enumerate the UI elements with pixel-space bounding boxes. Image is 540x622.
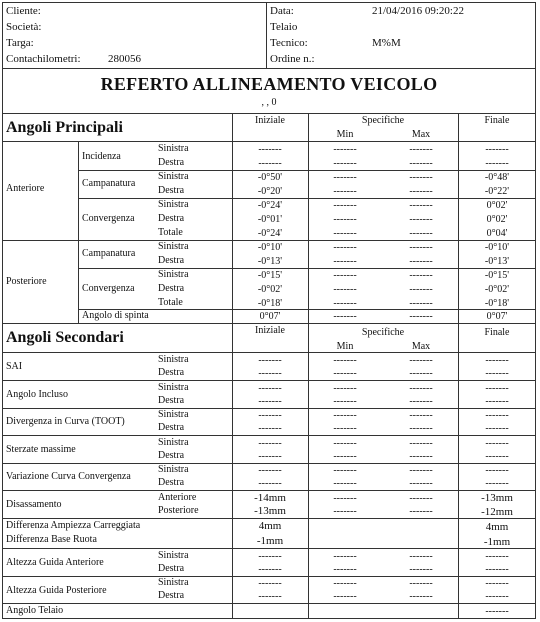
- convergenza-ant-tot-finale: 0°04': [486, 228, 508, 239]
- campanatura-ant-label: Campanatura: [82, 178, 136, 189]
- sec-line-9: [2, 603, 536, 604]
- tecnico-label: Tecnico:: [270, 37, 308, 49]
- altezza-ant-dx: Destra: [158, 563, 185, 574]
- data-label: Data:: [270, 5, 294, 17]
- variazione-label: Variazione Curva Convergenza: [6, 471, 131, 482]
- campanatura-post-label: Campanatura: [82, 248, 136, 259]
- altezza-ant-label: Altezza Guida Anteriore: [6, 557, 104, 568]
- campanatura-post-sx-finale: -0°10': [484, 242, 510, 253]
- sec-line-7: [2, 548, 536, 549]
- altezza-post-sx-max: -------: [409, 578, 433, 589]
- altezza-ant-sx-finale: -------: [485, 551, 509, 562]
- altezza-ant-dx-max: -------: [409, 564, 433, 575]
- campanatura-post-sx-max: -------: [409, 242, 433, 253]
- secondari-heading: Angoli Secondari: [6, 329, 124, 346]
- sec-line-3: [2, 435, 536, 436]
- incluso-dx-min: -------: [333, 396, 357, 407]
- convergenza-ant-dx-finale: 0°02': [486, 214, 508, 225]
- incluso-sx: Sinistra: [158, 382, 189, 393]
- convergenza-post-dx: Destra: [158, 283, 185, 294]
- sec-line-5: [2, 490, 536, 491]
- altezza-post-sx-finale: -------: [485, 578, 509, 589]
- sai-dx-finale: -------: [485, 368, 509, 379]
- campanatura-ant-sx-iniziale: -0°50': [257, 172, 283, 183]
- altezza-post-sx-min: -------: [333, 578, 357, 589]
- altezza-ant-sx: Sinistra: [158, 550, 189, 561]
- campanatura-post-sx: Sinistra: [158, 241, 189, 252]
- principali-top-line: [2, 113, 536, 114]
- variazione-dx-iniziale: -------: [258, 478, 282, 489]
- convergenza-ant-tot-max: -------: [409, 228, 433, 239]
- col-min-header: Min: [336, 129, 354, 140]
- header-divider: [266, 2, 267, 68]
- report-subtitle: , , 0: [261, 97, 277, 108]
- altezza-post-dx-min: -------: [333, 591, 357, 602]
- convergenza-ant-tot-min: -------: [333, 228, 357, 239]
- angolo-telaio-label: Angolo Telaio: [6, 605, 64, 616]
- campanatura-ant-sx: Sinistra: [158, 171, 189, 182]
- altezza-ant-sx-iniziale: -------: [258, 551, 282, 562]
- convergenza-ant-dx-iniziale: -0°01': [257, 214, 283, 225]
- angolo-incluso-label: Angolo Incluso: [6, 389, 68, 400]
- convergenza-ant-label: Convergenza: [82, 213, 135, 224]
- angolo-spinta-label: Angolo di spinta: [82, 310, 149, 321]
- incluso-sx-iniziale: -------: [258, 383, 282, 394]
- disassamento-ant-iniziale: -14mm: [254, 492, 286, 504]
- sterzate-dx-iniziale: -------: [258, 451, 282, 462]
- angolo-spinta-max: -------: [409, 311, 433, 322]
- variazione-dx-min: -------: [333, 478, 357, 489]
- diff-carreggiata-iniziale: 4mm: [258, 520, 282, 532]
- sterzate-dx-max: -------: [409, 451, 433, 462]
- variazione-dx-max: -------: [409, 478, 433, 489]
- sec-col-iniziale-header: Iniziale: [255, 325, 285, 336]
- sai-dx-min: -------: [333, 368, 357, 379]
- data-value: 21/04/2016 09:20:22: [372, 5, 464, 17]
- convergenza-ant-sx-finale: 0°02': [486, 200, 508, 211]
- convergenza-post-tot-iniziale: -0°18': [257, 298, 283, 309]
- campanatura-post-dx-finale: -0°13': [484, 256, 510, 267]
- principali-bottom-line: [2, 323, 536, 324]
- incidenza-dx-finale: -------: [485, 158, 509, 169]
- col-specifiche-header: Specifiche: [361, 115, 405, 126]
- incluso-sx-min: -------: [333, 383, 357, 394]
- campanatura-post-sx-min: -------: [333, 242, 357, 253]
- campanatura-post-dx-max: -------: [409, 256, 433, 267]
- incidenza-sx-finale: -------: [485, 144, 509, 155]
- angolo-telaio-finale: -------: [485, 606, 509, 617]
- altezza-post-dx: Destra: [158, 590, 185, 601]
- campanatura-post-dx: Destra: [158, 255, 185, 266]
- diff-carreggiata-label: Differenza Ampiezza Carreggiata: [6, 520, 141, 531]
- sec-col-max-header: Max: [411, 341, 431, 352]
- sai-sx: Sinistra: [158, 354, 189, 365]
- header-bottom-line: [2, 68, 536, 69]
- incidenza-bottom-line: [78, 170, 536, 171]
- sai-dx-max: -------: [409, 368, 433, 379]
- campanatura-ant-dx-iniziale: -0°20': [257, 186, 283, 197]
- convergenza-post-sx: Sinistra: [158, 269, 189, 280]
- sterzate-sx: Sinistra: [158, 437, 189, 448]
- incidenza-dx-iniziale: -------: [258, 158, 282, 169]
- sterzate-sx-finale: -------: [485, 438, 509, 449]
- toot-sx-finale: -------: [485, 410, 509, 421]
- sai-sx-iniziale: -------: [258, 355, 282, 366]
- convergenza-ant-totale: Totale: [158, 227, 183, 238]
- contachilometri-value: 280056: [108, 53, 141, 65]
- convergenza-post-tot-max: -------: [409, 298, 433, 309]
- convergenza-post-label: Convergenza: [82, 283, 135, 294]
- convergenza-post-sx-finale: -0°15': [484, 270, 510, 281]
- principali-heading: Angoli Principali: [6, 119, 123, 136]
- incluso-dx: Destra: [158, 395, 185, 406]
- sec-col-finale-header: Finale: [484, 327, 510, 338]
- sai-label: SAI: [6, 361, 23, 372]
- convergenza-post-dx-finale: -0°02': [484, 284, 510, 295]
- sterzate-label: Sterzate massime: [6, 444, 76, 455]
- angolo-spinta-finale: 0°07': [486, 311, 508, 322]
- diff-base-iniziale: -1mm: [256, 535, 284, 547]
- variazione-dx: Destra: [158, 477, 185, 488]
- convergenza-ant-dx-max: -------: [409, 214, 433, 225]
- posteriore-label: Posteriore: [6, 276, 47, 287]
- convergenza-post-sx-min: -------: [333, 270, 357, 281]
- campanatura-ant-dx-min: -------: [333, 186, 357, 197]
- incidenza-dx: Destra: [158, 157, 185, 168]
- sterzate-dx-finale: -------: [485, 451, 509, 462]
- altezza-post-sx-iniziale: -------: [258, 578, 282, 589]
- variazione-sx: Sinistra: [158, 464, 189, 475]
- col-max-header: Max: [411, 129, 431, 140]
- disassamento-post-iniziale: -13mm: [254, 505, 286, 517]
- altezza-post-dx-max: -------: [409, 591, 433, 602]
- report-title: REFERTO ALLINEAMENTO VEICOLO: [100, 74, 438, 94]
- campanatura-ant-dx-max: -------: [409, 186, 433, 197]
- campanatura-post-sx-iniziale: -0°10': [257, 242, 283, 253]
- incidenza-dx-max: -------: [409, 158, 433, 169]
- col-divider-iniziale: [232, 113, 233, 619]
- sai-sx-finale: -------: [485, 355, 509, 366]
- convergenza-ant-sx: Sinistra: [158, 199, 189, 210]
- convergenza-ant-dx-min: -------: [333, 214, 357, 225]
- diff-base-finale: -1mm: [483, 536, 511, 548]
- incidenza-sx-iniziale: -------: [258, 144, 282, 155]
- toot-sx-max: -------: [409, 410, 433, 421]
- variazione-sx-max: -------: [409, 465, 433, 476]
- anteriore-label: Anteriore: [6, 183, 45, 194]
- disassamento-ant-min: -------: [333, 493, 357, 504]
- altezza-ant-sx-max: -------: [409, 551, 433, 562]
- incidenza-sx-max: -------: [409, 144, 433, 155]
- angolo-spinta-iniziale: 0°07': [259, 311, 281, 322]
- col-finale-header: Finale: [484, 115, 510, 126]
- incluso-dx-iniziale: -------: [258, 396, 282, 407]
- sai-sx-max: -------: [409, 355, 433, 366]
- incluso-sx-max: -------: [409, 383, 433, 394]
- altezza-post-dx-finale: -------: [485, 591, 509, 602]
- tecnico-value: M%M: [372, 37, 401, 49]
- convergenza-post-tot-finale: -0°18': [484, 298, 510, 309]
- campanatura-ant-sx-min: -------: [333, 172, 357, 183]
- campanatura-post-dx-min: -------: [333, 256, 357, 267]
- disassamento-label: Disassamento: [6, 499, 62, 510]
- incluso-dx-finale: -------: [485, 396, 509, 407]
- campanatura-ant-dx-finale: -0°22': [484, 186, 510, 197]
- disassamento-post-finale: -12mm: [481, 506, 513, 518]
- altezza-ant-dx-iniziale: -------: [258, 564, 282, 575]
- sec-line-1: [2, 380, 536, 381]
- convergenza-post-totale: Totale: [158, 297, 183, 308]
- campanatura-ant-sx-max: -------: [409, 172, 433, 183]
- convergenza-post-dx-min: -------: [333, 284, 357, 295]
- convergenza-post-dx-max: -------: [409, 284, 433, 295]
- sec-line-6: [2, 518, 536, 519]
- sec-col-min-header: Min: [336, 341, 354, 352]
- campanatura-post-dx-iniziale: -0°13': [257, 256, 283, 267]
- campanatura-ant-sx-finale: -0°48': [484, 172, 510, 183]
- sterzate-sx-iniziale: -------: [258, 438, 282, 449]
- sai-dx: Destra: [158, 367, 185, 378]
- anteriore-bottom-line: [2, 240, 536, 241]
- sterzate-dx: Destra: [158, 450, 185, 461]
- altezza-ant-dx-finale: -------: [485, 564, 509, 575]
- incidenza-label: Incidenza: [82, 151, 121, 162]
- toot-dx-max: -------: [409, 423, 433, 434]
- variazione-sx-iniziale: -------: [258, 465, 282, 476]
- targa-label: Targa:: [6, 37, 34, 49]
- societa-label: Società:: [6, 21, 42, 33]
- disassamento-ant: Anteriore: [158, 492, 197, 503]
- convergenza-ant-sx-max: -------: [409, 200, 433, 211]
- sterzate-sx-min: -------: [333, 438, 357, 449]
- telaio-label: Telaio: [270, 21, 298, 33]
- toot-dx-finale: -------: [485, 423, 509, 434]
- sai-sx-min: -------: [333, 355, 357, 366]
- variazione-dx-finale: -------: [485, 478, 509, 489]
- contachilometri-label: Contachilometri:: [6, 53, 81, 65]
- altezza-post-label: Altezza Guida Posteriore: [6, 585, 107, 596]
- sec-line-8: [2, 576, 536, 577]
- toot-dx-iniziale: -------: [258, 423, 282, 434]
- convergenza-post-sx-iniziale: -0°15': [257, 270, 283, 281]
- altezza-post-dx-iniziale: -------: [258, 591, 282, 602]
- sterzate-sx-max: -------: [409, 438, 433, 449]
- sec-line-4: [2, 463, 536, 464]
- col-divider-finale: [458, 113, 459, 619]
- convergenza-ant-tot-iniziale: -0°24': [257, 228, 283, 239]
- col-iniziale-header: Iniziale: [255, 115, 285, 126]
- convergenza-post-sx-max: -------: [409, 270, 433, 281]
- secondari-header-bottom: [2, 352, 536, 353]
- ordine-label: Ordine n.:: [270, 53, 315, 65]
- sai-dx-iniziale: -------: [258, 368, 282, 379]
- disassamento-ant-finale: -13mm: [481, 492, 513, 504]
- convergenza-ant-sx-iniziale: -0°24': [257, 200, 283, 211]
- sterzate-dx-min: -------: [333, 451, 357, 462]
- altezza-ant-dx-min: -------: [333, 564, 357, 575]
- variazione-sx-finale: -------: [485, 465, 509, 476]
- sec-col-specifiche-header: Specifiche: [361, 327, 405, 338]
- incidenza-dx-min: -------: [333, 158, 357, 169]
- angolo-spinta-min: -------: [333, 311, 357, 322]
- variazione-sx-min: -------: [333, 465, 357, 476]
- campanatura-ant-dx: Destra: [158, 185, 185, 196]
- toot-dx: Destra: [158, 422, 185, 433]
- disassamento-post: Posteriore: [158, 505, 199, 516]
- incidenza-sx: Sinistra: [158, 143, 189, 154]
- diff-carreggiata-finale: 4mm: [485, 521, 509, 533]
- disassamento-post-min: -------: [333, 506, 357, 517]
- convergenza-post-tot-min: -------: [333, 298, 357, 309]
- incidenza-sx-min: -------: [333, 144, 357, 155]
- disassamento-ant-max: -------: [409, 493, 433, 504]
- incluso-sx-finale: -------: [485, 383, 509, 394]
- toot-sx-iniziale: -------: [258, 410, 282, 421]
- convergenza-ant-dx: Destra: [158, 213, 185, 224]
- convergenza-ant-sx-min: -------: [333, 200, 357, 211]
- campanatura-ant-bottom-line: [78, 198, 536, 199]
- toot-sx-min: -------: [333, 410, 357, 421]
- convergenza-post-dx-iniziale: -0°02': [257, 284, 283, 295]
- principali-group-divider: [78, 141, 79, 323]
- toot-label: Divergenza in Curva (TOOT): [6, 416, 125, 427]
- toot-dx-min: -------: [333, 423, 357, 434]
- altezza-ant-sx-min: -------: [333, 551, 357, 562]
- campanatura-post-bottom-line: [78, 268, 536, 269]
- sec-line-2: [2, 408, 536, 409]
- incluso-dx-max: -------: [409, 396, 433, 407]
- diff-base-label: Differenza Base Ruota: [6, 534, 97, 545]
- cliente-label: Cliente:: [6, 5, 41, 17]
- disassamento-post-max: -------: [409, 506, 433, 517]
- toot-sx: Sinistra: [158, 409, 189, 420]
- col-divider-specifiche: [308, 113, 309, 619]
- principali-header-bottom: [2, 141, 536, 142]
- altezza-post-sx: Sinistra: [158, 577, 189, 588]
